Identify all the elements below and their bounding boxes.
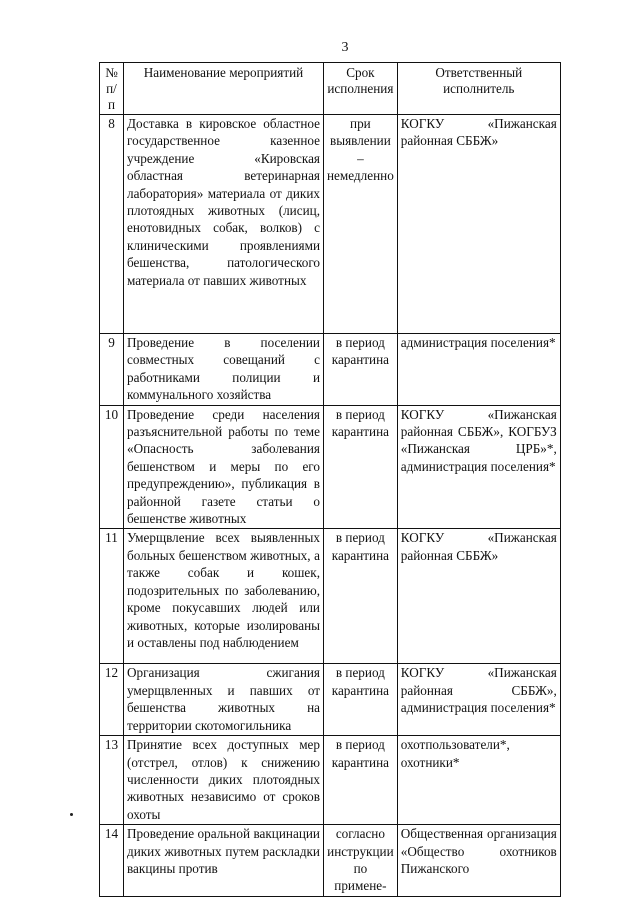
measure-name: Проведение в поселении совместных совещаний с работниками полиции и коммунального хозяйства: [124, 334, 324, 406]
page-number: 3: [341, 40, 349, 55]
header-name: Наименование мероприятий: [124, 63, 324, 115]
measures-table: [99, 62, 561, 897]
measure-name: Проведение среди населения разъяснительной работы по теме «Опасность заболевания бешенством и меры по его предупреждению», публикация в районной газете статьи о бешенстве животных: [124, 405, 324, 529]
row-number: 8: [100, 115, 124, 334]
measure-responsible: КОГКУ «Пижанская районная СББЖ», КОГБУЗ «Пижанская ЦРБ»*, администрация поселения*: [397, 405, 560, 529]
measure-responsible: Общественная организация «Общество охотников Пижанского: [397, 825, 560, 897]
measure-term: в период карантина: [324, 334, 398, 406]
header-term: Срок исполнения: [324, 63, 398, 115]
table-row: [100, 115, 561, 334]
measure-responsible: администрация поселения*: [397, 334, 560, 406]
measure-term: согласно инструкции по примене-: [324, 825, 398, 897]
measure-name: Умерщвление всех выявленных больных бешенством животных, а также собак и кошек, подозрительных по заболеванию, кроме покусавших людей или животных, которые изолированы и оставлены под наблюдением: [124, 529, 324, 664]
table-row: [100, 825, 561, 897]
header-num: № п/п: [100, 63, 124, 115]
row-number: 11: [100, 529, 124, 664]
measure-name: Проведение оральной вакцинации диких животных путем раскладки вакцины против: [124, 825, 324, 897]
measure-name: Принятие всех доступных мер (отстрел, отлов) к снижению численности диких плотоядных животных независимо от сроков охоты: [124, 736, 324, 825]
row-number: 14: [100, 825, 124, 897]
measure-term: в период карантина: [324, 405, 398, 529]
table-row: [100, 405, 561, 529]
row-number: 12: [100, 664, 124, 736]
scan-speck: [70, 813, 73, 816]
table-row: [100, 529, 561, 664]
row-number: 9: [100, 334, 124, 406]
measure-term: при выявлении – немедленно: [324, 115, 398, 334]
header-responsible: Ответственный исполнитель: [397, 63, 560, 115]
measure-term: в период карантина: [324, 736, 398, 825]
measure-responsible: охотпользователи*, охотники*: [397, 736, 560, 825]
table-row: [100, 664, 561, 736]
row-number: 10: [100, 405, 124, 529]
measure-responsible: КОГКУ «Пижанская районная СББЖ»: [397, 529, 560, 664]
row-number: 13: [100, 736, 124, 825]
measure-term: в период карантина: [324, 664, 398, 736]
measure-name: Доставка в кировское областное государственное казенное учреждение «Кировская областная ветеринарная лаборатория» материала от диких плотоядных животных (лисиц, енотовидных собак, волков) с клиническими проявлениями бешенства, патологического материала от павших животных: [124, 115, 324, 334]
table-header-row: [100, 63, 561, 115]
measure-term: в период карантина: [324, 529, 398, 664]
measure-responsible: КОГКУ «Пижанская районная СББЖ», администрация поселения*: [397, 664, 560, 736]
table-row: [100, 736, 561, 825]
measure-name: Организация сжигания умерщвленных и павших от бешенства животных на территории скотомогильника: [124, 664, 324, 736]
table-row: [100, 334, 561, 406]
measure-responsible: КОГКУ «Пижанская районная СББЖ»: [397, 115, 560, 334]
